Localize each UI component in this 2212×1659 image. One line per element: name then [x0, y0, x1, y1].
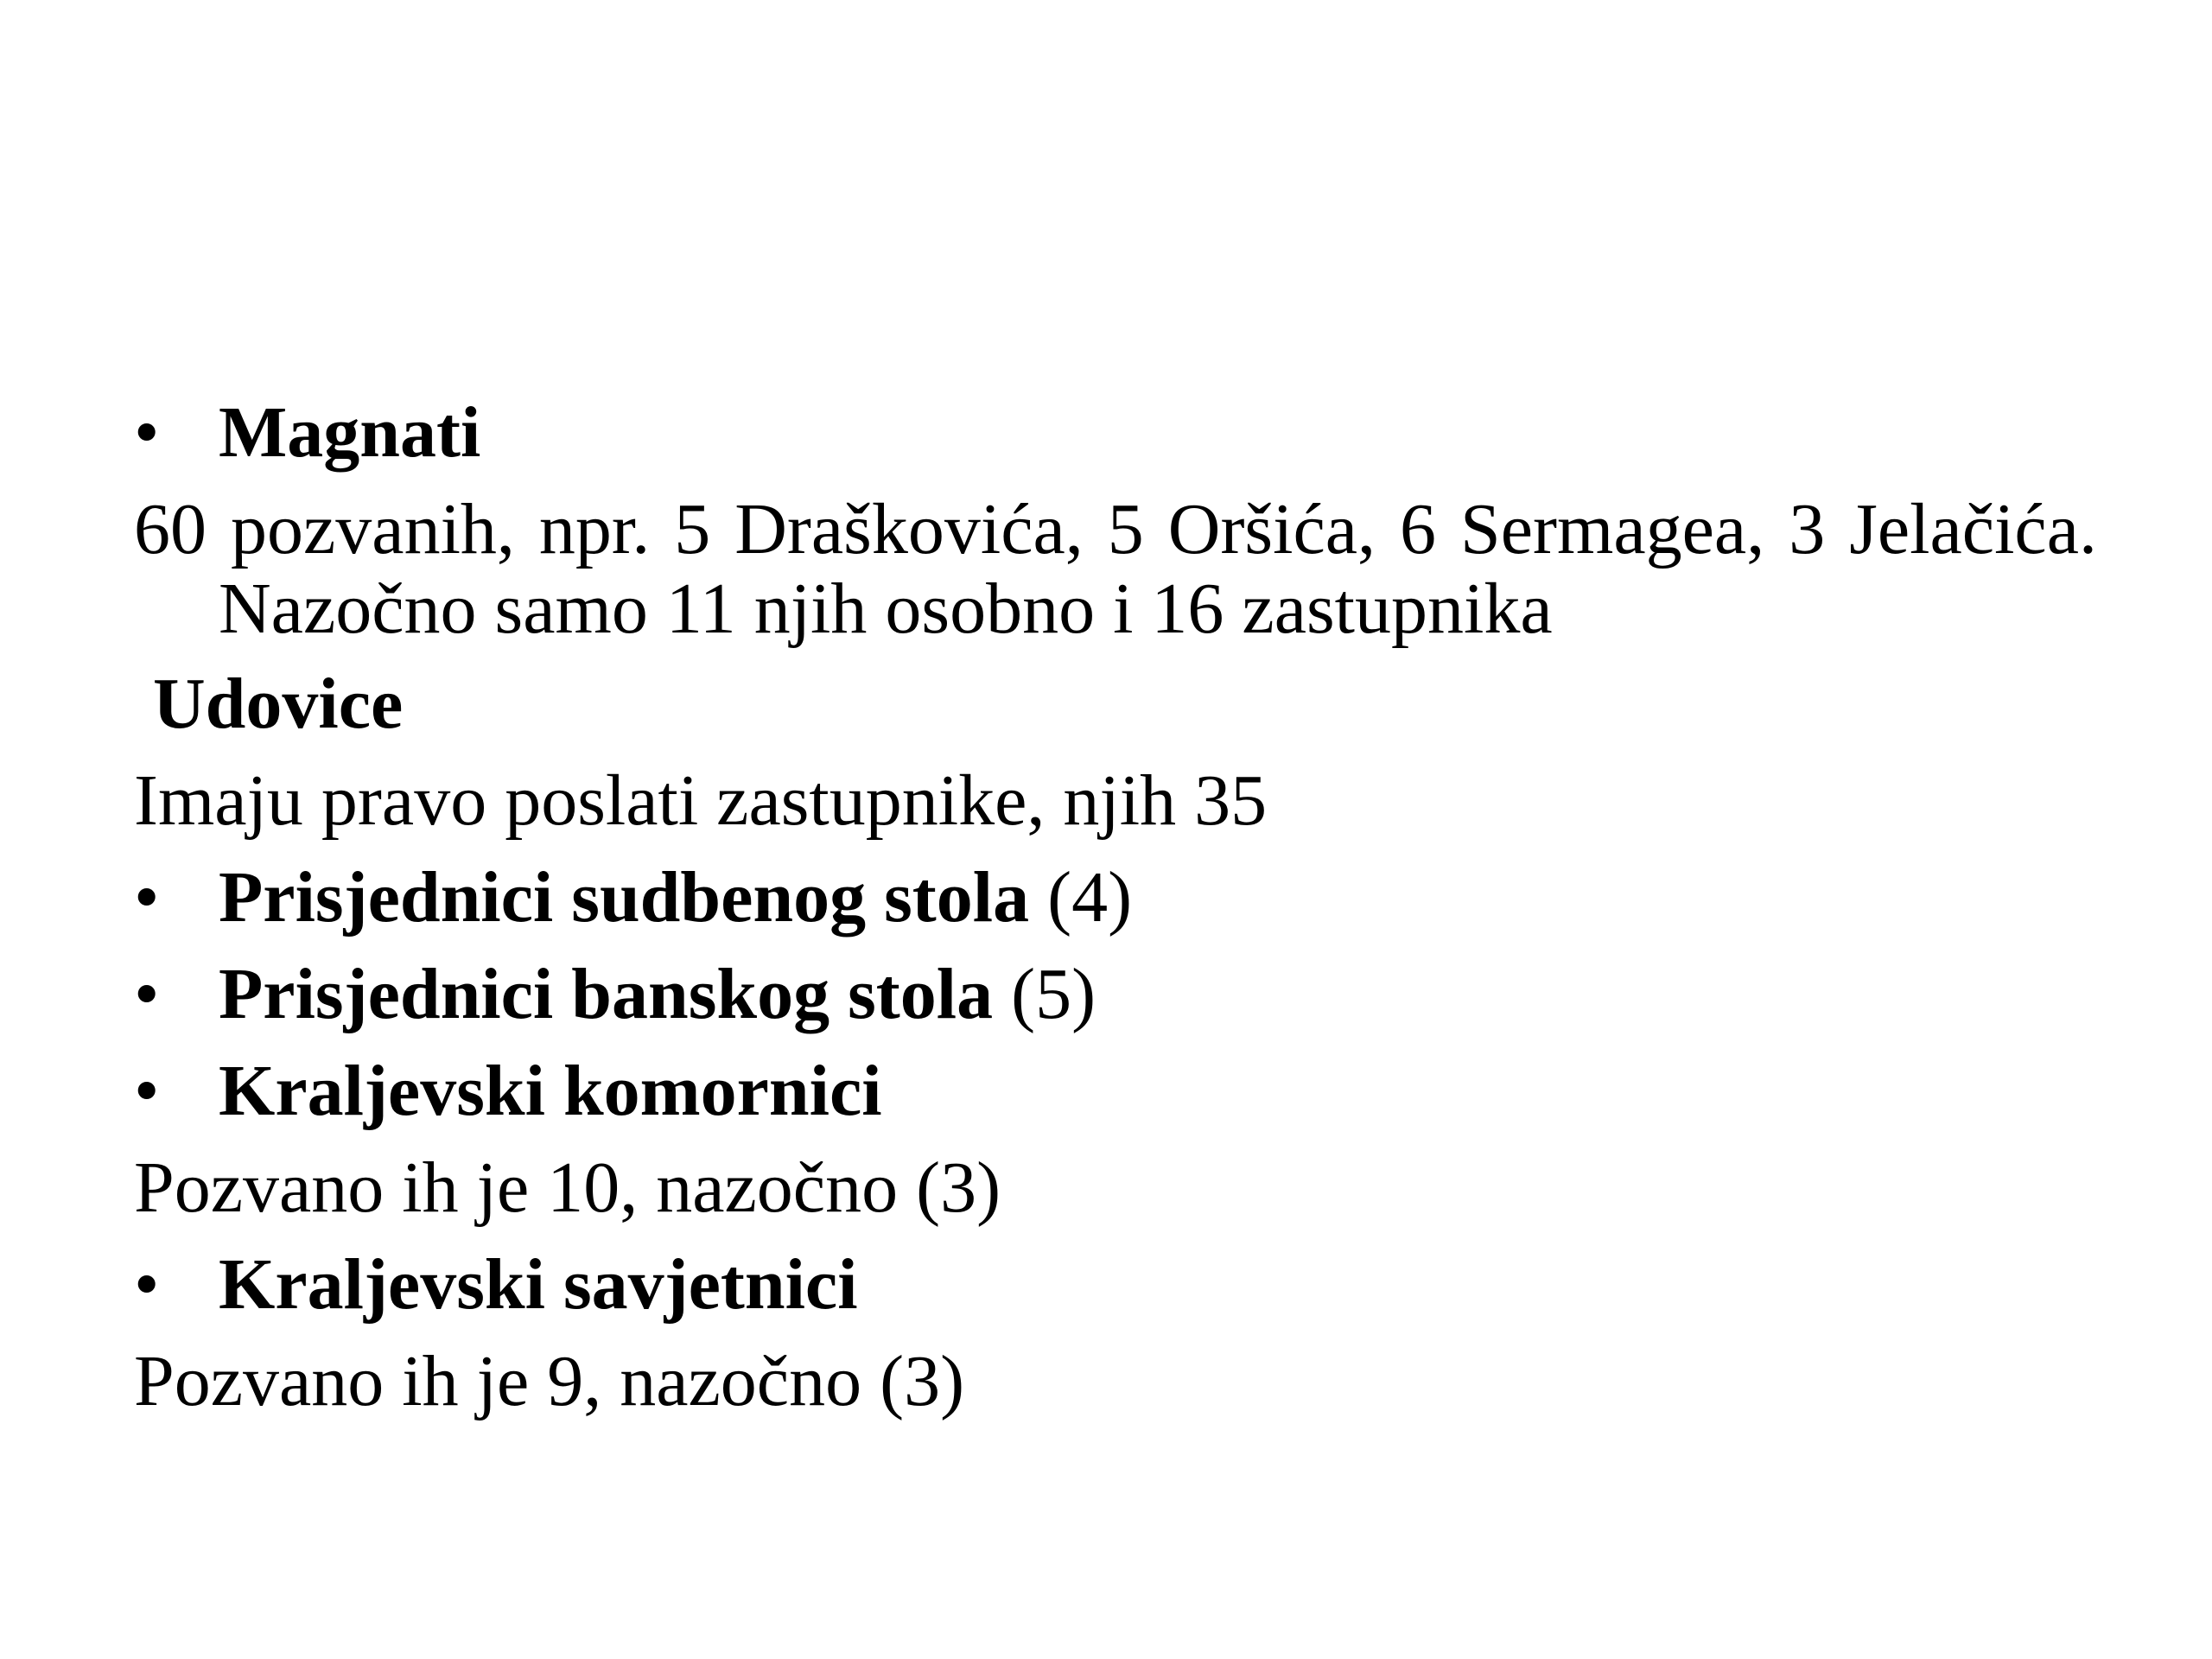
- savjetnici-detail: Pozvano ih je 9, nazočno (3): [134, 1341, 965, 1421]
- item-count: (4): [1029, 857, 1133, 938]
- udovice-heading: Udovice: [153, 664, 404, 744]
- bullet-icon: •: [134, 857, 160, 938]
- item-heading: Prisjednici sudbenog stola: [219, 857, 1030, 938]
- item-heading: Kraljevski komornici: [219, 1051, 882, 1131]
- item-heading: Magnati: [219, 392, 481, 473]
- komornici-detail: Pozvano ih je 10, nazočno (3): [134, 1147, 1001, 1228]
- bullet-item-banski-stol: [134, 955, 2097, 1034]
- item-heading: Kraljevski savjetnici: [219, 1244, 858, 1325]
- bullet-icon: •: [134, 1244, 160, 1325]
- bullet-icon: •: [134, 1051, 160, 1131]
- item-heading: Prisjednici banskog stola: [219, 954, 994, 1034]
- udovice-detail: Imaju pravo poslati zastupnike, njih 35: [134, 760, 1268, 841]
- bullet-item-magnati: [134, 393, 2097, 473]
- bullet-item-savjetnici: [134, 1245, 2097, 1325]
- bullet-icon: •: [134, 392, 160, 473]
- magnati-detail: 60 pozvanih, npr. 5 Draškovića, 5 Oršića, 6 Sermagea, 3 Jelačića. Nazočno samo 11 njih osobno i 16 zastupnika: [134, 489, 2097, 649]
- slide-content: [134, 393, 2097, 1439]
- bullet-item-komornici: [134, 1052, 2097, 1131]
- bullet-icon: •: [134, 954, 160, 1034]
- item-count: (5): [993, 954, 1096, 1034]
- bullet-item-sudbeni-stol: [134, 858, 2097, 938]
